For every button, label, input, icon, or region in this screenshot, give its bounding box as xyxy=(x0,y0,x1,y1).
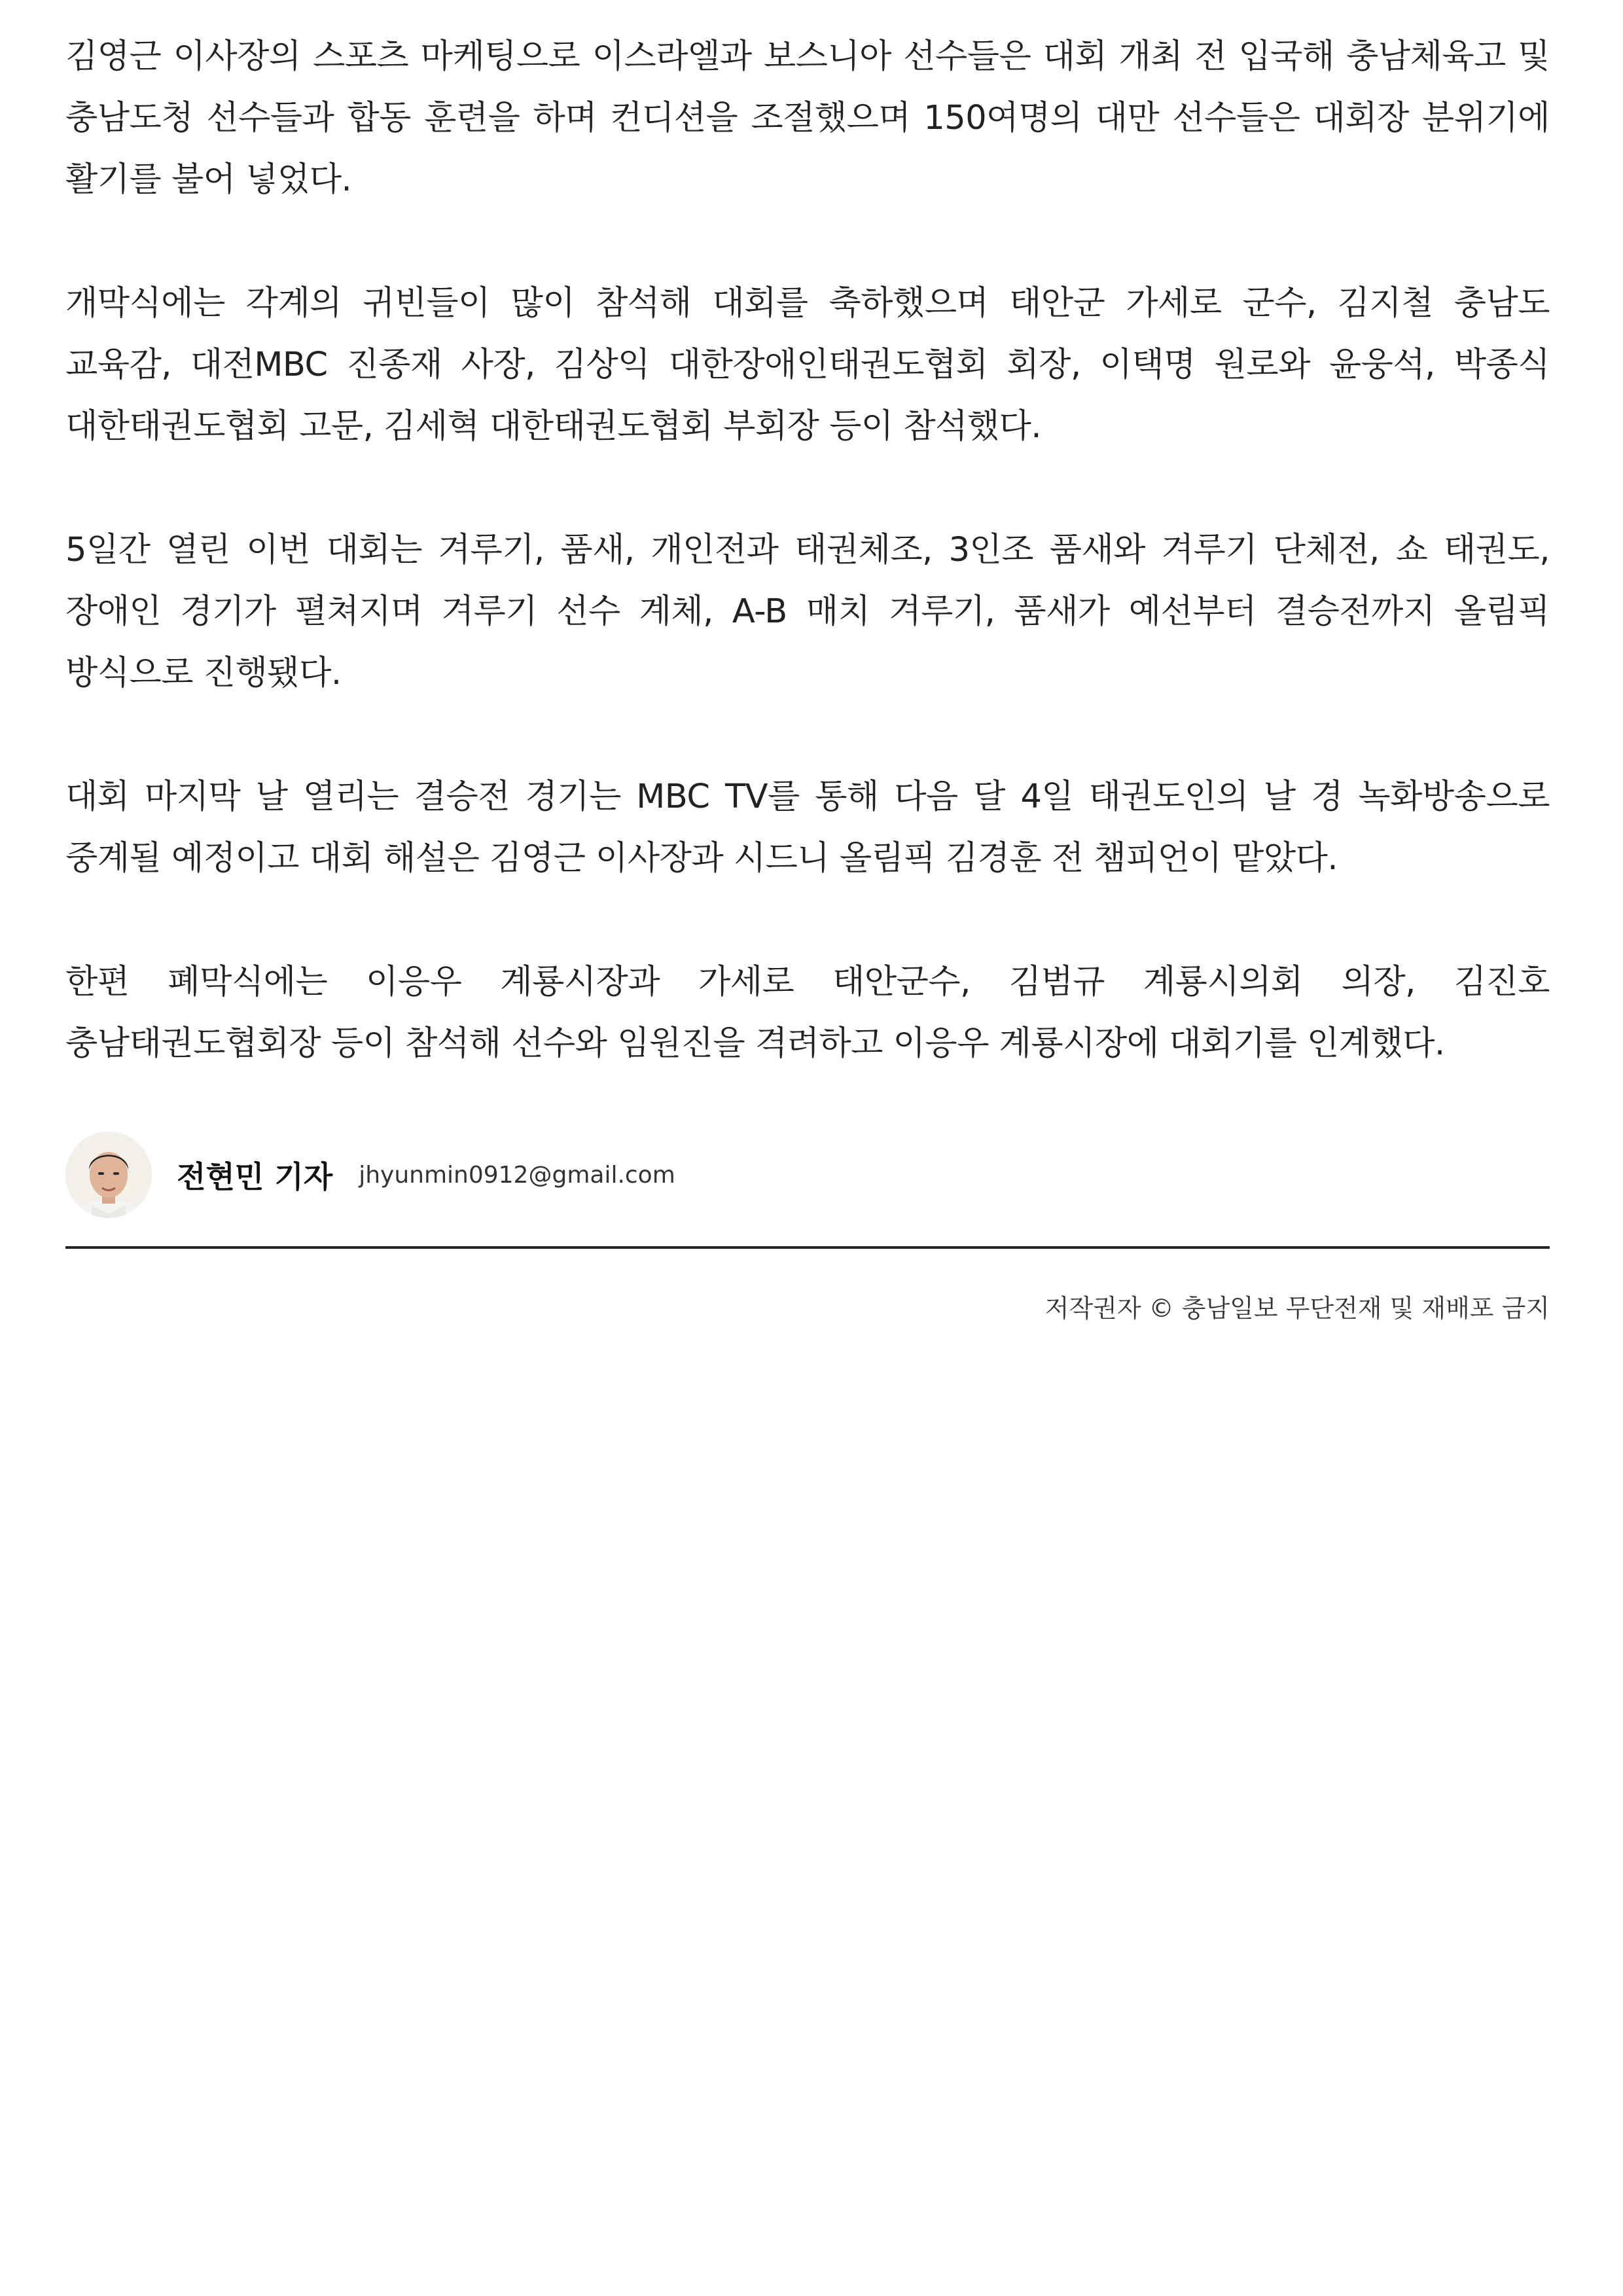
reporter-avatar[interactable] xyxy=(65,1132,152,1218)
copyright-notice: 저작권자 © 충남일보 무단전재 및 재배포 금지 xyxy=(1044,1294,1550,1323)
reporter-name[interactable]: 전현민 기자 xyxy=(177,1159,333,1194)
article-paragraph-3: 5일간 열린 이번 대회는 겨루기, 품새, 개인전과 태권체조, 3인조 품새와 겨루기 단체전, 쇼 태권도, 장애인 경기가 펼쳐지며 겨루기 선수 계체, A-B 매치 겨루기, 품새가 예선부터 결승전까지 올림픽 방식으로 진행됐다. xyxy=(65,531,1550,692)
article-paragraph-2: 개막식에는 각계의 귀빈들이 많이 참석해 대회를 축하했으며 태안군 가세로 군수, 김지철 충남도 교육감, 대전MBC 진종재 사장, 김상익 대한장애인태권도협회 회장, 이택명 원로와 윤웅석, 박종식 대한태권도협회 고문, 김세혁 대한태권도협회 부회장 등이 참석했다. xyxy=(65,284,1550,446)
article-body xyxy=(65,26,1550,1075)
footer-divider xyxy=(65,1246,1550,1249)
reporter-photo-icon xyxy=(65,1132,152,1218)
reporter-email[interactable]: jhyunmin0912@gmail.com xyxy=(359,1161,675,1189)
article-paragraph-1: 김영근 이사장의 스포츠 마케팅으로 이스라엘과 보스니아 선수들은 대회 개최 전 입국해 충남체육고 및 충남도청 선수들과 합동 훈련을 하며 컨디션을 조절했으며 150여명의 대만 선수들은 대회장 분위기에 활기를 불어 넣었다. xyxy=(65,37,1550,199)
article-paragraph-5: 한편 폐막식에는 이응우 계룡시장과 가세로 태안군수, 김범규 계룡시의회 의장, 김진호 충남태권도협회장 등이 참석해 선수와 임원진을 격려하고 이응우 계룡시장에 대회기를 인계했다. xyxy=(65,963,1550,1063)
article-paragraph-4: 대회 마지막 날 열리는 결승전 경기는 MBC TV를 통해 다음 달 4일 태권도인의 날 경 녹화방송으로 중계될 예정이고 대회 해설은 김영근 이사장과 시드니 올림픽 김경훈 전 챔피언이 맡았다. xyxy=(65,778,1550,878)
reporter-byline xyxy=(65,1129,1550,1221)
